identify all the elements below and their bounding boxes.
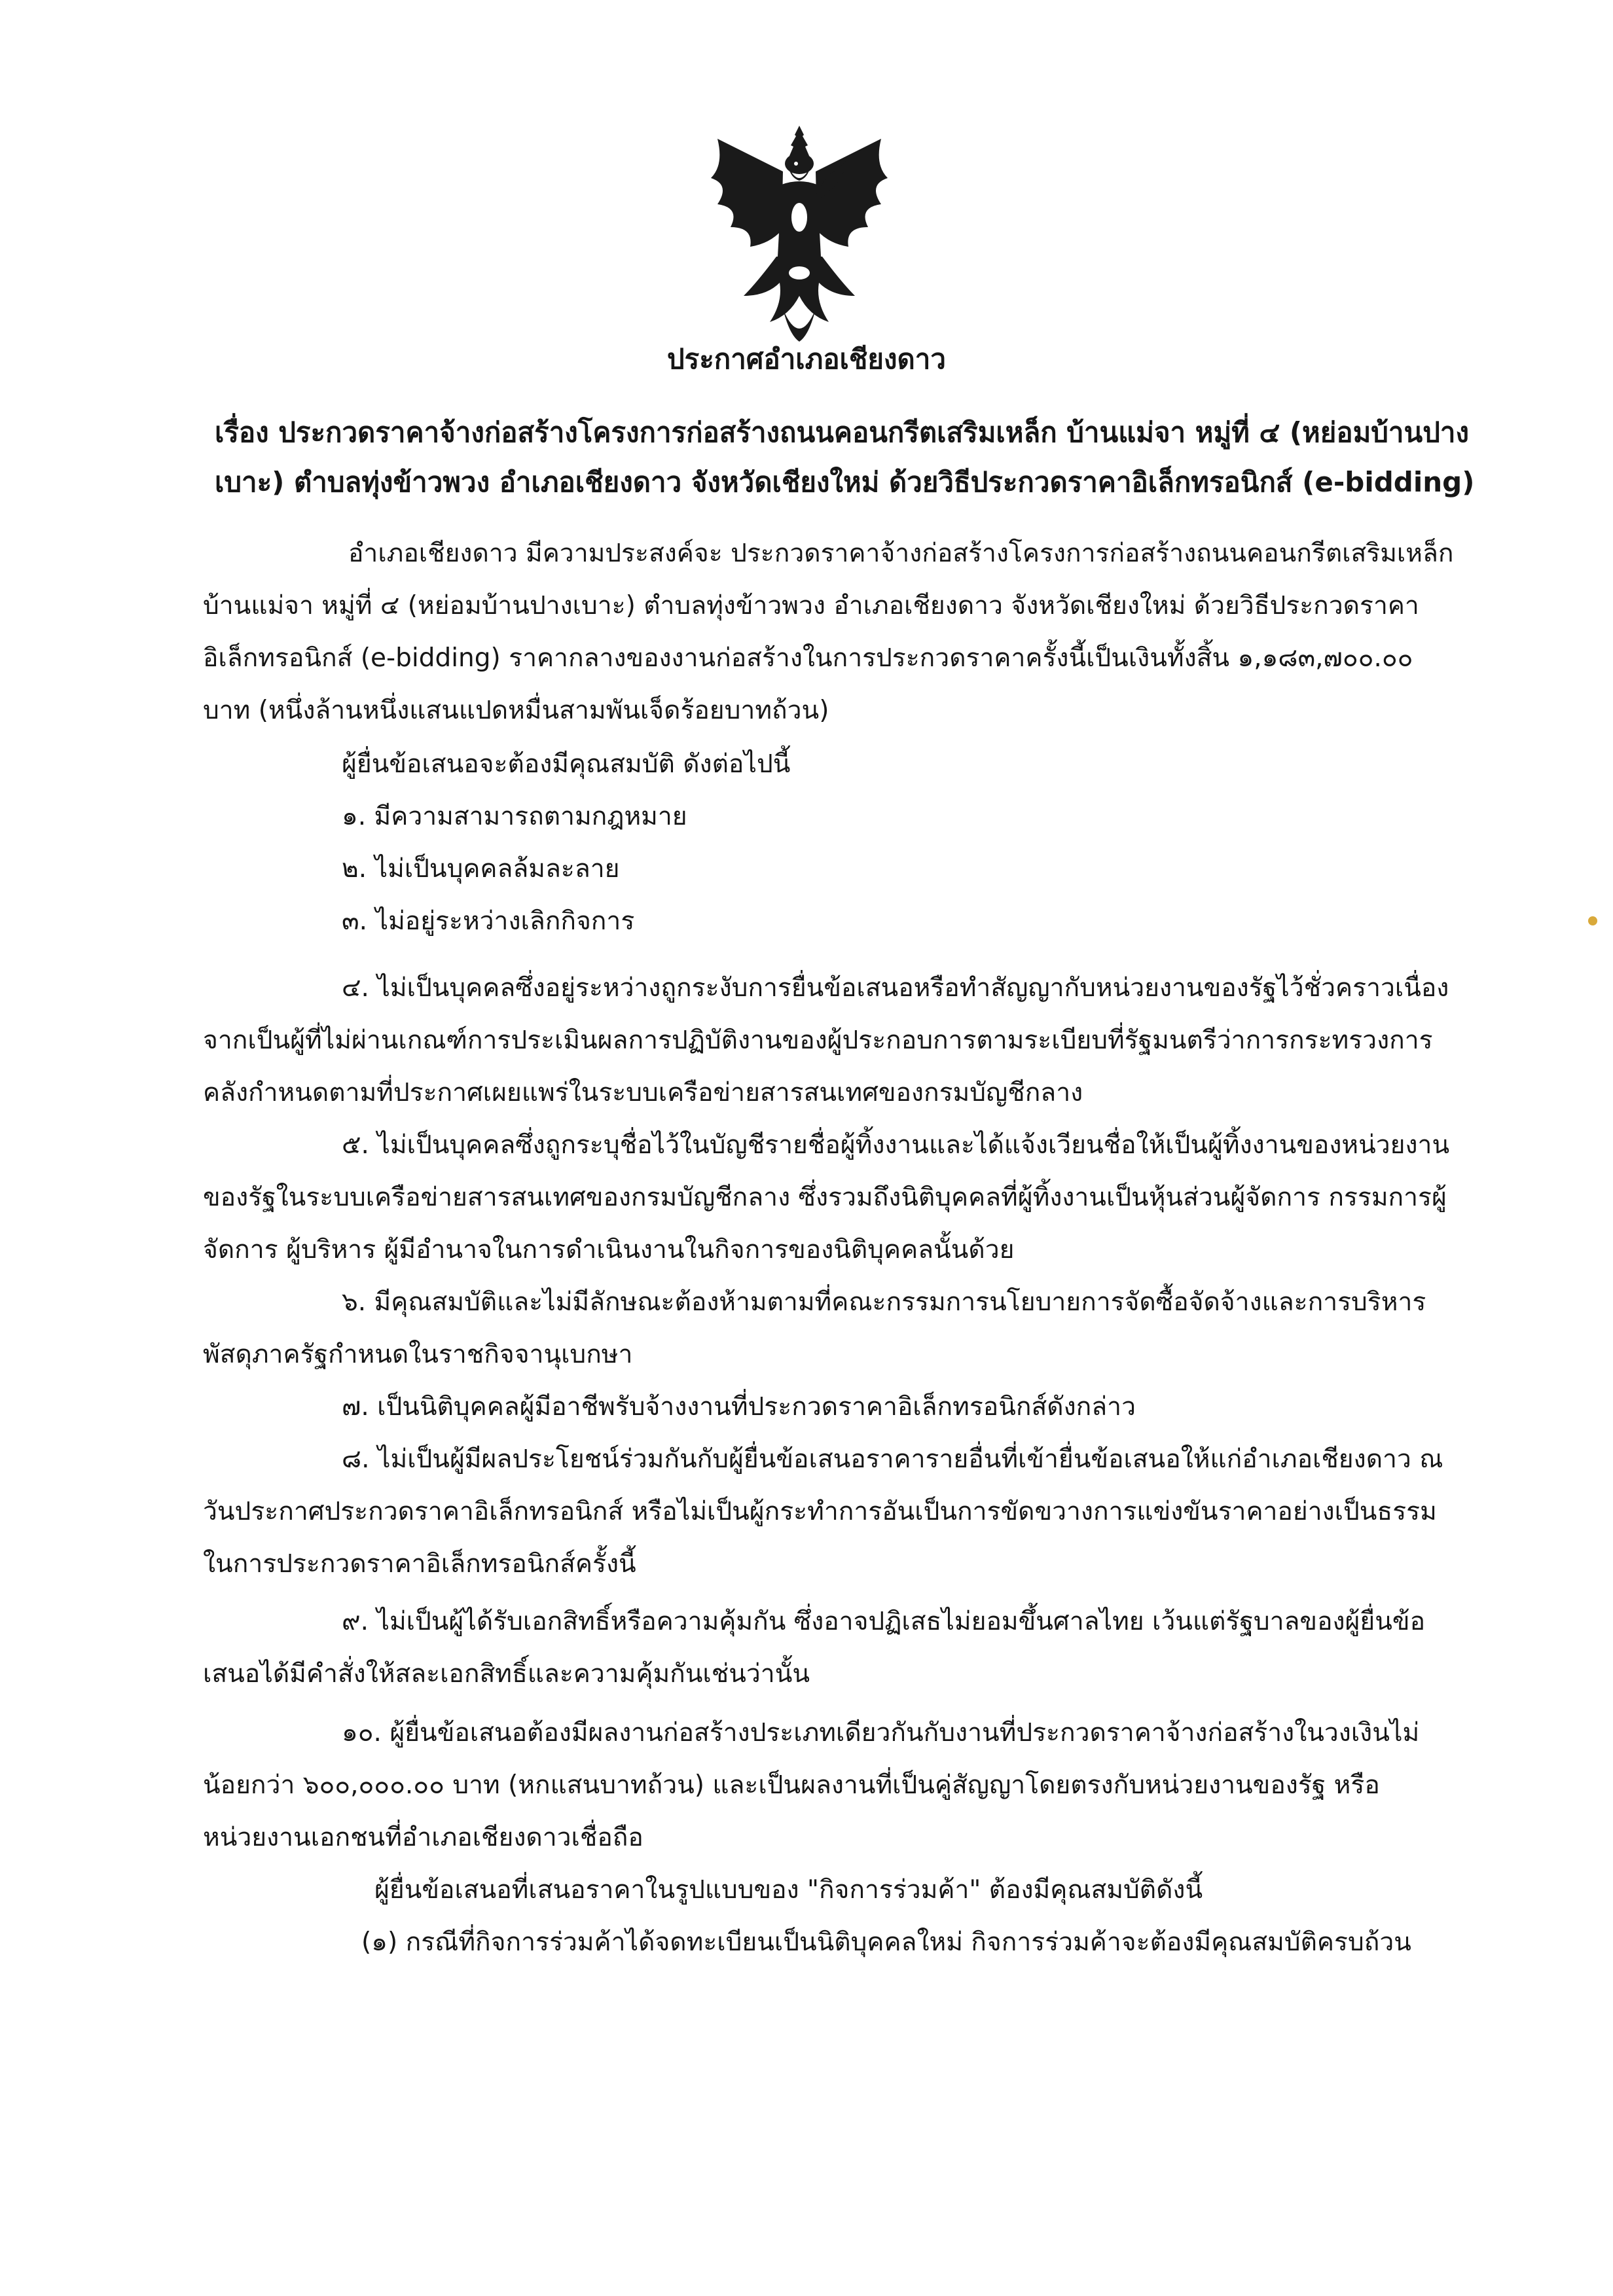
list-item: จากเป็นผู้ที่ไม่ผ่านเกณฑ์การประเมินผลการปฏิบัติงานของผู้ประกอบการตามระเบียบที่รัฐมนตรีว่าการกระทรวงการ — [203, 1026, 1433, 1055]
list-item: ๖. มีคุณสมบัติและไม่มีลักษณะต้องห้ามตามที่คณะกรรมการนโยบายการจัดซื้อจัดจ้างและการบริหาร — [342, 1287, 1426, 1317]
section-heading: ผู้ยื่นข้อเสนอที่เสนอราคาในรูปแบบของ "กิจการร่วมค้า" ต้องมีคุณสมบัติดังนี้ — [374, 1875, 1203, 1905]
subject-line: เรื่อง ประกวดราคาจ้างก่อสร้างโครงการก่อสร้างถนนคอนกรีตเสริมเหล็ก บ้านแม่จา หมู่ที่ ๔ (หย่อมบ้านปาง — [215, 416, 1469, 448]
list-item: ๗. เป็นนิติบุคคลผู้มีอาชีพรับจ้างงานที่ประกวดราคาอิเล็กทรอนิกส์ดังกล่าว — [342, 1392, 1136, 1422]
list-item: ๑. มีความสามารถตามกฎหมาย — [342, 802, 687, 831]
paragraph-line: อำเภอเชียงดาว มีความประสงค์จะ ประกวดราคาจ้างก่อสร้างโครงการก่อสร้างถนนคอนกรีตเสริมเหล็ก — [348, 539, 1454, 568]
section-heading: ผู้ยื่นข้อเสนอจะต้องมีคุณสมบัติ ดังต่อไปนี้ — [342, 749, 791, 779]
list-item: พัสดุภาครัฐกำหนดในราชกิจจานุเบกษา — [203, 1340, 633, 1369]
list-item: ๘. ไม่เป็นผู้มีผลประโยชน์ร่วมกันกับผู้ยื่นข้อเสนอราคารายอื่นที่เข้ายื่นข้อเสนอให้แก่อำเภอเชียงดาว ณ — [342, 1444, 1443, 1474]
list-item: ๕. ไม่เป็นบุคคลซึ่งถูกระบุชื่อไว้ในบัญชีรายชื่อผู้ทิ้งงานและได้แจ้งเวียนชื่อให้เป็นผู้ทิ้งงานของหน่วยงาน — [342, 1130, 1450, 1160]
page-title: ประกาศอำเภอเชียงดาว — [667, 343, 946, 375]
list-item: ของรัฐในระบบเครือข่ายสารสนเทศของกรมบัญชีกลาง ซึ่งรวมถึงนิติบุคคลที่ผู้ทิ้งงานเป็นหุ้นส่วนผู้จัดการ กรรมการผู้ — [203, 1183, 1447, 1212]
list-item: ๑๐. ผู้ยื่นข้อเสนอต้องมีผลงานก่อสร้างประเภทเดียวกันกับงานที่ประกวดราคาจ้างก่อสร้างในวงเงินไม่ — [342, 1718, 1420, 1748]
list-item: ๙. ไม่เป็นผู้ได้รับเอกสิทธิ์หรือความคุ้มกัน ซึ่งอาจปฏิเสธไม่ยอมขึ้นศาลไทย เว้นแต่รัฐบาลของผู้ยื่นข้อ — [342, 1607, 1426, 1636]
list-item: ในการประกวดราคาอิเล็กทรอนิกส์ครั้งนี้ — [203, 1549, 636, 1579]
list-item: ๓. ไม่อยู่ระหว่างเลิกกิจการ — [342, 906, 635, 936]
list-item: เสนอได้มีคำสั่งให้สละเอกสิทธิ์และความคุ้มกันเช่นว่านั้น — [203, 1659, 810, 1689]
paragraph-line: บ้านแม่จา หมู่ที่ ๔ (หย่อมบ้านปางเบาะ) ตำบลทุ่งข้าวพวง อำเภอเชียงดาว จังหวัดเชียงใหม่ ด้วยวิธีประกวดราคา — [203, 591, 1419, 620]
list-item: คลังกำหนดตามที่ประกาศเผยแพร่ในระบบเครือข่ายสารสนเทศของกรมบัญชีกลาง — [203, 1078, 1083, 1107]
paragraph-line: บาท (หนึ่งล้านหนึ่งแสนแปดหมื่นสามพันเจ็ดร้อยบาทถ้วน) — [203, 696, 829, 725]
list-item: น้อยกว่า ๖๐๐,๐๐๐.๐๐ บาท (หกแสนบาทถ้วน) และเป็นผลงานที่เป็นคู่สัญญาโดยตรงกับหน่วยงานของรัฐ หรือ — [203, 1770, 1380, 1800]
paragraph-line: อิเล็กทรอนิกส์ (e-bidding) ราคากลางของงานก่อสร้างในการประกวดราคาครั้งนี้เป็นเงินทั้งสิ้น ๑,๑๘๓,๗๐๐.๐๐ — [203, 643, 1413, 673]
list-item: ๔. ไม่เป็นบุคคลซึ่งอยู่ระหว่างถูกระงับการยื่นข้อเสนอหรือทำสัญญากับหน่วยงานของรัฐไว้ชั่วคราวเนื่อง — [342, 973, 1449, 1003]
list-item: จัดการ ผู้บริหาร ผู้มีอำนาจในการดำเนินงานในกิจการของนิติบุคคลนั้นด้วย — [203, 1235, 1015, 1265]
list-item: วันประกาศประกวดราคาอิเล็กทรอนิกส์ หรือไม่เป็นผู้กระทำการอันเป็นการขัดขวางการแข่งขันราคาอย่างเป็นธรรม — [203, 1497, 1437, 1526]
ink-spot — [1588, 916, 1597, 925]
list-item: ๒. ไม่เป็นบุคคลล้มละลาย — [342, 854, 620, 884]
garuda-emblem-icon — [704, 126, 894, 348]
list-item: (๑) กรณีที่กิจการร่วมค้าได้จดทะเบียนเป็นนิติบุคคลใหม่ กิจการร่วมค้าจะต้องมีคุณสมบัติครบถ้วน — [361, 1928, 1411, 1957]
subject-line: เบาะ) ตำบลทุ่งข้าวพวง อำเภอเชียงดาว จังหวัดเชียงใหม่ ด้วยวิธีประกวดราคาอิเล็กทรอนิกส์ (e-bidding) — [215, 466, 1475, 498]
list-item: หน่วยงานเอกชนที่อำเภอเชียงดาวเชื่อถือ — [203, 1823, 643, 1852]
